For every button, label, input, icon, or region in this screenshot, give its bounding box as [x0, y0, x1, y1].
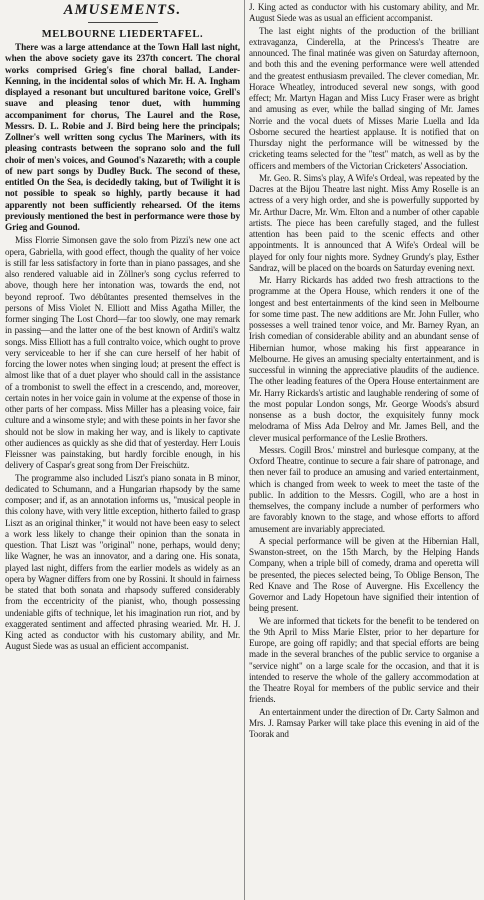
paragraph: We are informed that tickets for the benefit to be tendered on the 9th April to Miss Marie Elster, prior to her departure for Europe, are going off rapidly; and that special efforts are being made in the several branches of the public service to organise a "service night" on a large scale for the occasion, and that it is intended to reserve the whole of the gallery accommodation at the Theatre Royal for members of the public service and their friends.	[249, 615, 479, 705]
right-column	[249, 2, 479, 900]
paragraph: The programme also included Liszt's piano sonata in B minor, dedicated to Schumann, and a Hungarian rhapsody by the same composer; and if, as an annotation informs us, "musical people in this colony have, with very little exception, hitherto failed to grasp Liszt as an original thinker," it would not have been easy to select a work less likely to change their opinion than the sonata in question. That Liszt was "original" none, perhaps, would deny; like Wagner, he was an innovator, and a daring one. His sonata, played last night, differs from the earlier models as widely as an opera by Wagner differs from one by Rossini. It should in fairness be stated that both sonata and rhapsody suffered considerably from the eccentricity of the pianist, who, though possessing undeniable gifts of technique, let his imagination run riot, and by exaggerated sentiment and affected phrasing wearied. Mr. H. J. King acted as conductor with his customary ability, and Mr. August Siede was as usual an efficient accompanist.	[5, 472, 240, 652]
paragraph: An entertainment under the direction of Dr. Carty Salmon and Mrs. J. Ramsay Parker will take place this evening in aid of the Toorak and	[249, 706, 479, 739]
paragraph: Miss Florrie Simonsen gave the solo from Pizzi's new one act opera, Gabriella, with good effect, though the quality of her voice is still far less satisfactory in forte than in piano passages, and she also rendered valuable aid in Zöllner's song cyclus referred to above, though here her intonation was, towards the end, not beyond reproof. Two débûtantes presented themselves in the persons of Miss Violet N. Elliott and Miss Agatha Miller, the former singing The Lost Chord—far too slowly, one may remark in passing—and the latter one of the best known of Arditi's waltz songs. Miss Elliott has a full contralto voice, which ought to prove very serviceable to her if she can cure herself of her habit of forcing the lower notes when singing loud; at present the effect is almost like that of a duet player who should call in the assistance of a trombonist to swell the effect in a crescendo, and, moreover, certain notes in her voice gain in volume at the expense of those in other parts of her compass. Miss Miller has a pleasing voice, fair culture and a winsome style; and with these points in her favor she should not be slow in making her way, and is likely to captivate other audiences as quickly as she did that of yesterday. Herr Louis Fleissner was painstaking, but hardly forcible enough, in his delivery of Caspar's great song from Der Freischütz.	[5, 235, 240, 471]
paragraph: Mr. Geo. R. Sims's play, A Wife's Ordeal, was repeated by the Dacres at the Bijou Theatre last night. Miss Amy Roselle is an actress of a very high order, and she is powerfully supported by Mr. Arthur Dacre, Mr. Wm. Elton and a number of other capable artists. The piece has been carefully staged, and the fullest attention has been paid to the scenic effects and other appointments. It is announced that A Wife's Ordeal will be played for only four nights more. Sydney Grundy's play, Esther Sandraz, will be placed on the boards on Saturday evening next.	[249, 172, 479, 273]
paragraph: Messrs. Cogill Bros.' minstrel and burlesque company, at the Oxford Theatre, continue to secure a fair share of patronage, and then never fail to produce an amusing and varied entertainment, which is changed from week to week to meet the taste of the public. In addition to the Messrs. Cogill, who are a host in themselves, the company include a number of performers who are favorably known to the stage, and whose efforts to afford amusement are invariably appreciated.	[249, 444, 479, 534]
paragraph: A special performance will be given at the Hibernian Hall, Swanston-street, on the 15th March, by the Helping Hands Company, when a triple bill of comedy, drama and operetta will be presented, the pieces selected being, To Oblige Benson, The Red Knave and The Rose of Auvergne. His Excellency the Governor and Lady Hopetoun have signified their intention of being present.	[249, 535, 479, 614]
column-divider	[244, 0, 245, 900]
paragraph: There was a large attendance at the Town Hall last night, when the above society gave its 237th concert. The choral works comprised Grieg's fine choral ballad, Lander-Kenning, in the incidental solos of which Mr. H. A. Ingham displayed a resonant but uncultured baritone voice, Grell's suave and pleasing tenor duet, with humming accompaniment for chorus, The Laurel and the Rose, Messrs. D. L. Robie and J. Bird being here the principals; Zollner's well written song cyclus The Mariners, with its pleasing contrasts between the soprano solo and the full choir of men's voices, and Gounod's Nazareth; with a couple of new part songs by Dudley Buck. The second of these, entitled On the Sea, is decidedly taking, but of Twilight it is not possible to speak so highly, partly because it had apparently not been sufficiently rehearsed. Of the items previously mentioned the best in performance were those by Grieg and Gounod.	[5, 43, 240, 233]
paragraph: Mr. Harry Rickards has added two fresh attractions to the programme at the Opera House, which renders it one of the longest and best entertainments of the kind seen in Melbourne for some time past. The new additions are Mr. John Fuller, who possesses a well trained tenor voice, and Mr. Barney Ryan, an Irish comedian of considerable ability and an abundant sense of Hibernian humor, whose making his first appearance in Melbourne. He gives an amusing specialty entertainment, and is successful in winning the appreciative plaudits of the audience. The other leading features of the Opera House entertainment are Mr. Harry Rickards's artistic and laughable rendering of some of the most popular London songs, Mr. George Woods's absurd nonsense as a bush doctor, the exquisitely funny mock melodrama of Miss Ada Delroy and Mr. James Bell, and the clever musical performance of the Leslie Brothers.	[249, 275, 479, 443]
article-subheading: MELBOURNE LIEDERTAFEL.	[41, 29, 204, 40]
section-heading: AMUSEMENTS.	[63, 2, 182, 18]
paragraph: J. King acted as conductor with his customary ability, and Mr. August Siede was as usual an efficient accompanist.	[249, 2, 479, 24]
heading-rule	[88, 22, 158, 23]
paragraph: The last eight nights of the production of the brilliant extravaganza, Cinderella, at the Princess's Theatre are announced. The final matinée was given on Saturday afternoon, and both this and the evening performance were well attended and the greatest enthusiasm prevailed. The clever comedian, Mr. Horace Wheatley, introduced several new songs, with good effect; Mr. Martyn Hagan and Miss Lucy Fraser were as bright and amusing as ever, while the ballad singing of Mr. James Norrie and the vocal duets of Misses Marie Luella and Ida Osborne secured the heartiest applause. It is notified that on Thursday night the performance will be witnessed by the cricketing teams selected for the "test" match, as well as by the officers and members of the Victorian Cricketers' Association.	[249, 25, 479, 171]
left-column	[5, 0, 240, 900]
